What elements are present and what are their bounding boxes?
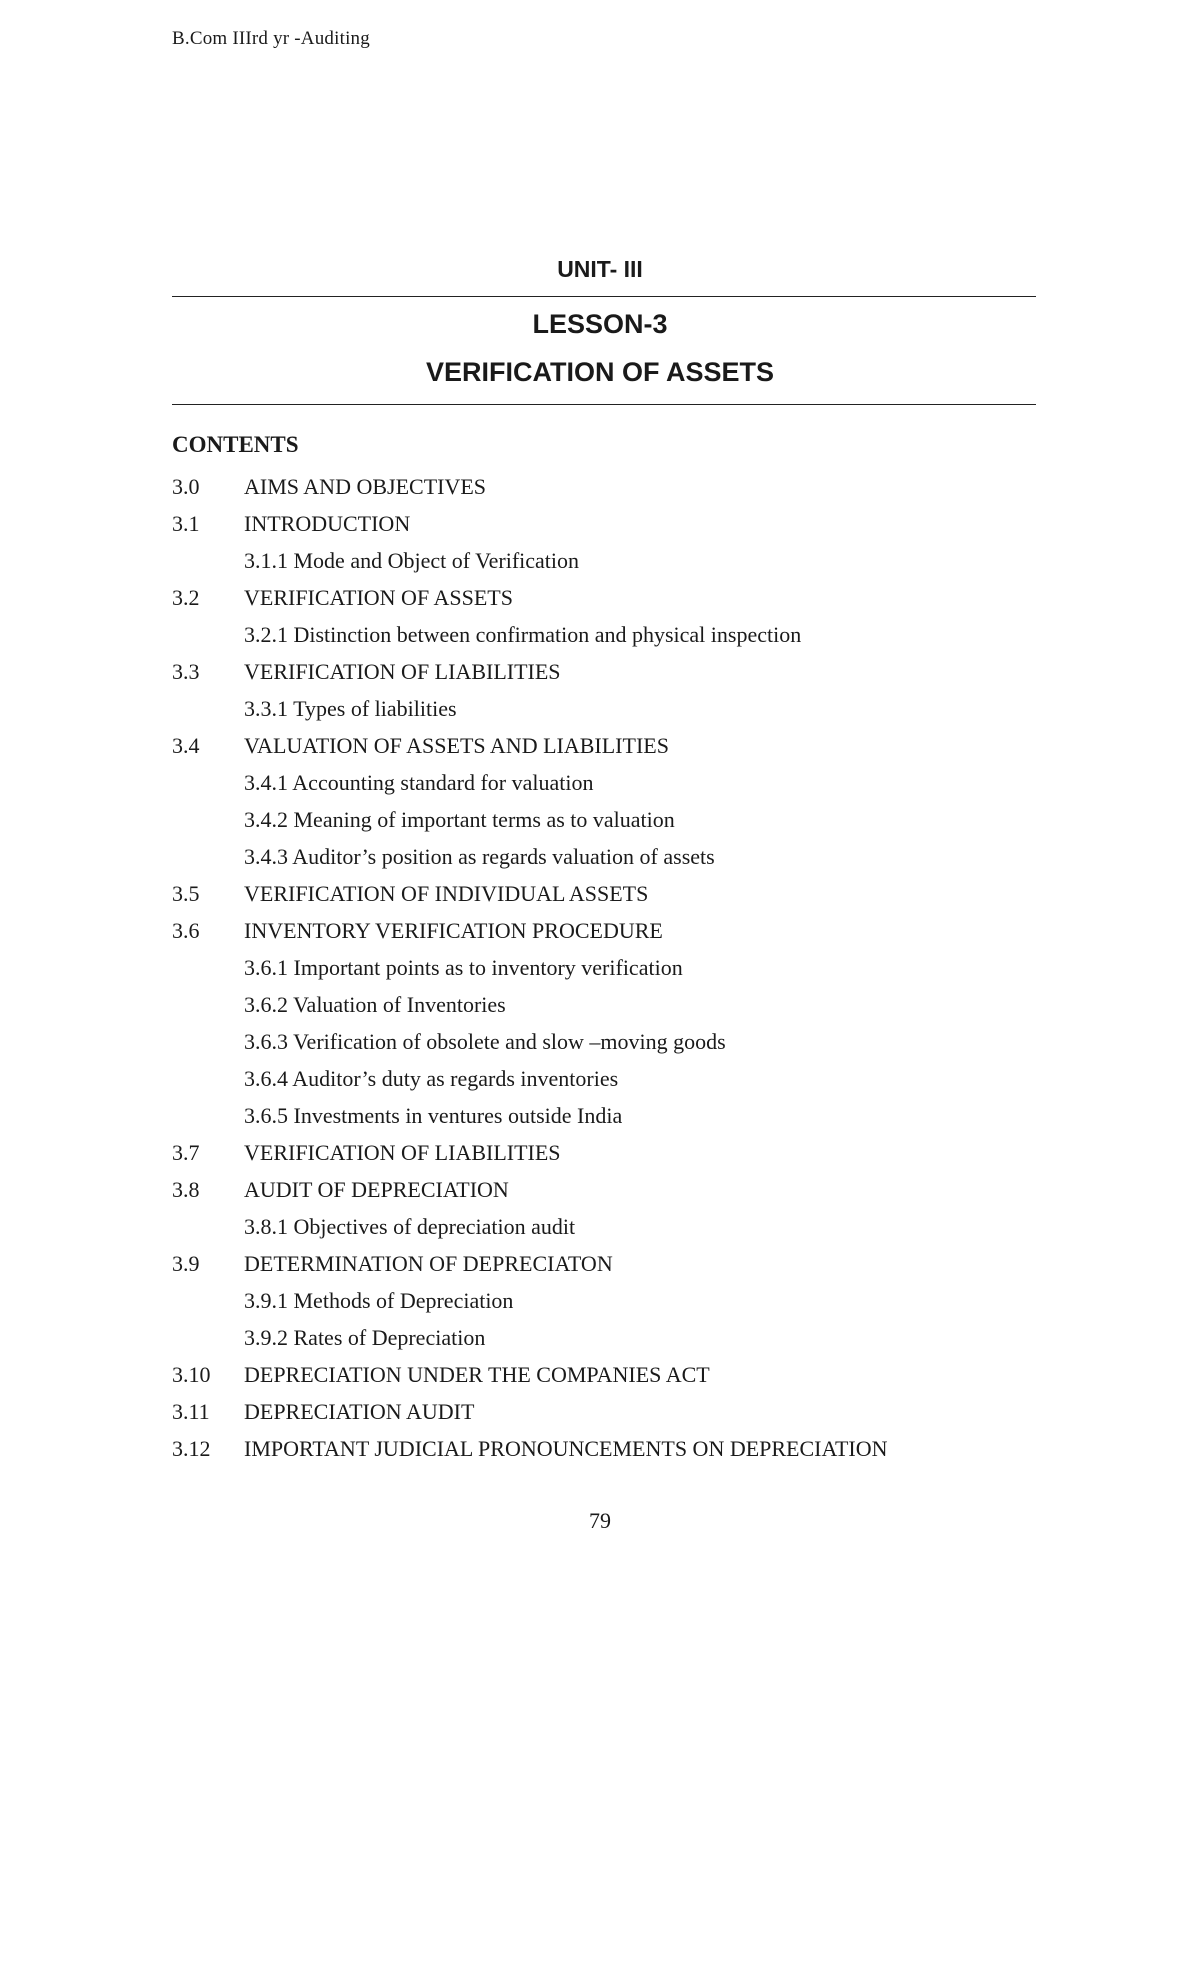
toc-entry-title: INVENTORY VERIFICATION PROCEDURE [244,918,663,943]
toc-entry-number: 3.8 [172,1177,200,1202]
toc-subentry [172,1282,1072,1319]
toc-entry-title: DEPRECIATION AUDIT [244,1399,475,1424]
toc-entry-title: 3.6.3 Verification of obsolete and slow –moving goods [244,1029,726,1054]
toc-entry-number: 3.7 [172,1140,200,1165]
contents-heading: CONTENTS [172,432,299,457]
toc-entry-title: 3.6.1 Important points as to inventory verification [244,955,683,980]
toc-subentry [172,986,1072,1023]
toc-entry [172,505,1072,542]
toc-subentry [172,801,1072,838]
toc-entry-title: VALUATION OF ASSETS AND LIABILITIES [244,733,669,758]
toc-subentry [172,1319,1072,1356]
toc-subentry [172,1097,1072,1134]
toc-entry-title: 3.4.3 Auditor’s position as regards valuation of assets [244,844,715,869]
toc-entry-title: 3.9.1 Methods of Depreciation [244,1288,514,1313]
toc-entry-number: 3.5 [172,881,200,906]
toc-entry-number: 3.4 [172,733,200,758]
toc-entry-number: 3.1 [172,511,200,536]
lesson-title: LESSON-3 [532,309,668,339]
toc-entry-title: 3.8.1 Objectives of depreciation audit [244,1214,576,1239]
toc-entry-title: IMPORTANT JUDICIAL PRONOUNCEMENTS ON DEPRECIATION [244,1436,888,1461]
toc-subentry [172,838,1072,875]
toc-entry-title: 3.1.1 Mode and Object of Verification [244,548,580,573]
title-divider-top [172,296,1036,297]
running-header: B.Com IIIrd yr -Auditing [172,28,370,49]
table-of-contents [172,468,1072,1467]
toc-entry-number: 3.10 [172,1362,211,1387]
toc-entry-title: 3.3.1 Types of liabilities [244,696,457,721]
toc-entry-title: 3.6.2 Valuation of Inventories [244,992,506,1017]
toc-subentry [172,1208,1072,1245]
toc-entry-title: VERIFICATION OF ASSETS [244,585,513,610]
toc-entry-title: INTRODUCTION [244,511,411,536]
toc-entry [172,653,1072,690]
toc-entry-title: 3.4.2 Meaning of important terms as to valuation [244,807,675,832]
toc-entry [172,579,1072,616]
toc-entry [172,1245,1072,1282]
unit-title: UNIT- III [557,256,643,282]
toc-entry-number: 3.0 [172,474,200,499]
toc-entry-title: 3.6.4 Auditor’s duty as regards inventories [244,1066,619,1091]
toc-subentry [172,949,1072,986]
title-divider-bottom [172,404,1036,405]
toc-entry-number: 3.12 [172,1436,211,1461]
toc-entry-number: 3.2 [172,585,200,610]
toc-entry-number: 3.11 [172,1399,210,1424]
toc-entry-title: DETERMINATION OF DEPRECIATON [244,1251,613,1276]
toc-subentry [172,1060,1072,1097]
toc-subentry [172,616,1072,653]
page-number: 79 [589,1508,611,1533]
toc-entry-title: 3.9.2 Rates of Depreciation [244,1325,486,1350]
toc-subentry [172,764,1072,801]
toc-entry [172,727,1072,764]
toc-entry [172,875,1072,912]
toc-entry-title: AIMS AND OBJECTIVES [244,474,487,499]
toc-entry-title: 3.6.5 Investments in ventures outside India [244,1103,623,1128]
toc-entry [172,1171,1072,1208]
toc-entry-title: DEPRECIATION UNDER THE COMPANIES ACT [244,1362,710,1387]
toc-entry-title: VERIFICATION OF INDIVIDUAL ASSETS [244,881,649,906]
toc-entry [172,1134,1072,1171]
toc-entry-title: VERIFICATION OF LIABILITIES [244,1140,561,1165]
toc-entry [172,1356,1072,1393]
toc-entry-title: VERIFICATION OF LIABILITIES [244,659,561,684]
toc-subentry [172,1023,1072,1060]
toc-entry [172,468,1072,505]
toc-subentry [172,542,1072,579]
toc-entry [172,1393,1072,1430]
toc-entry-number: 3.6 [172,918,200,943]
toc-entry [172,912,1072,949]
subject-title: VERIFICATION OF ASSETS [425,357,775,387]
toc-entry [172,1430,1072,1467]
toc-entry-title: 3.4.1 Accounting standard for valuation [244,770,594,795]
toc-entry-number: 3.3 [172,659,200,684]
toc-entry-number: 3.9 [172,1251,200,1276]
toc-entry-title: AUDIT OF DEPRECIATION [244,1177,509,1202]
toc-subentry [172,690,1072,727]
toc-entry-title: 3.2.1 Distinction between confirmation and physical inspection [244,622,802,647]
